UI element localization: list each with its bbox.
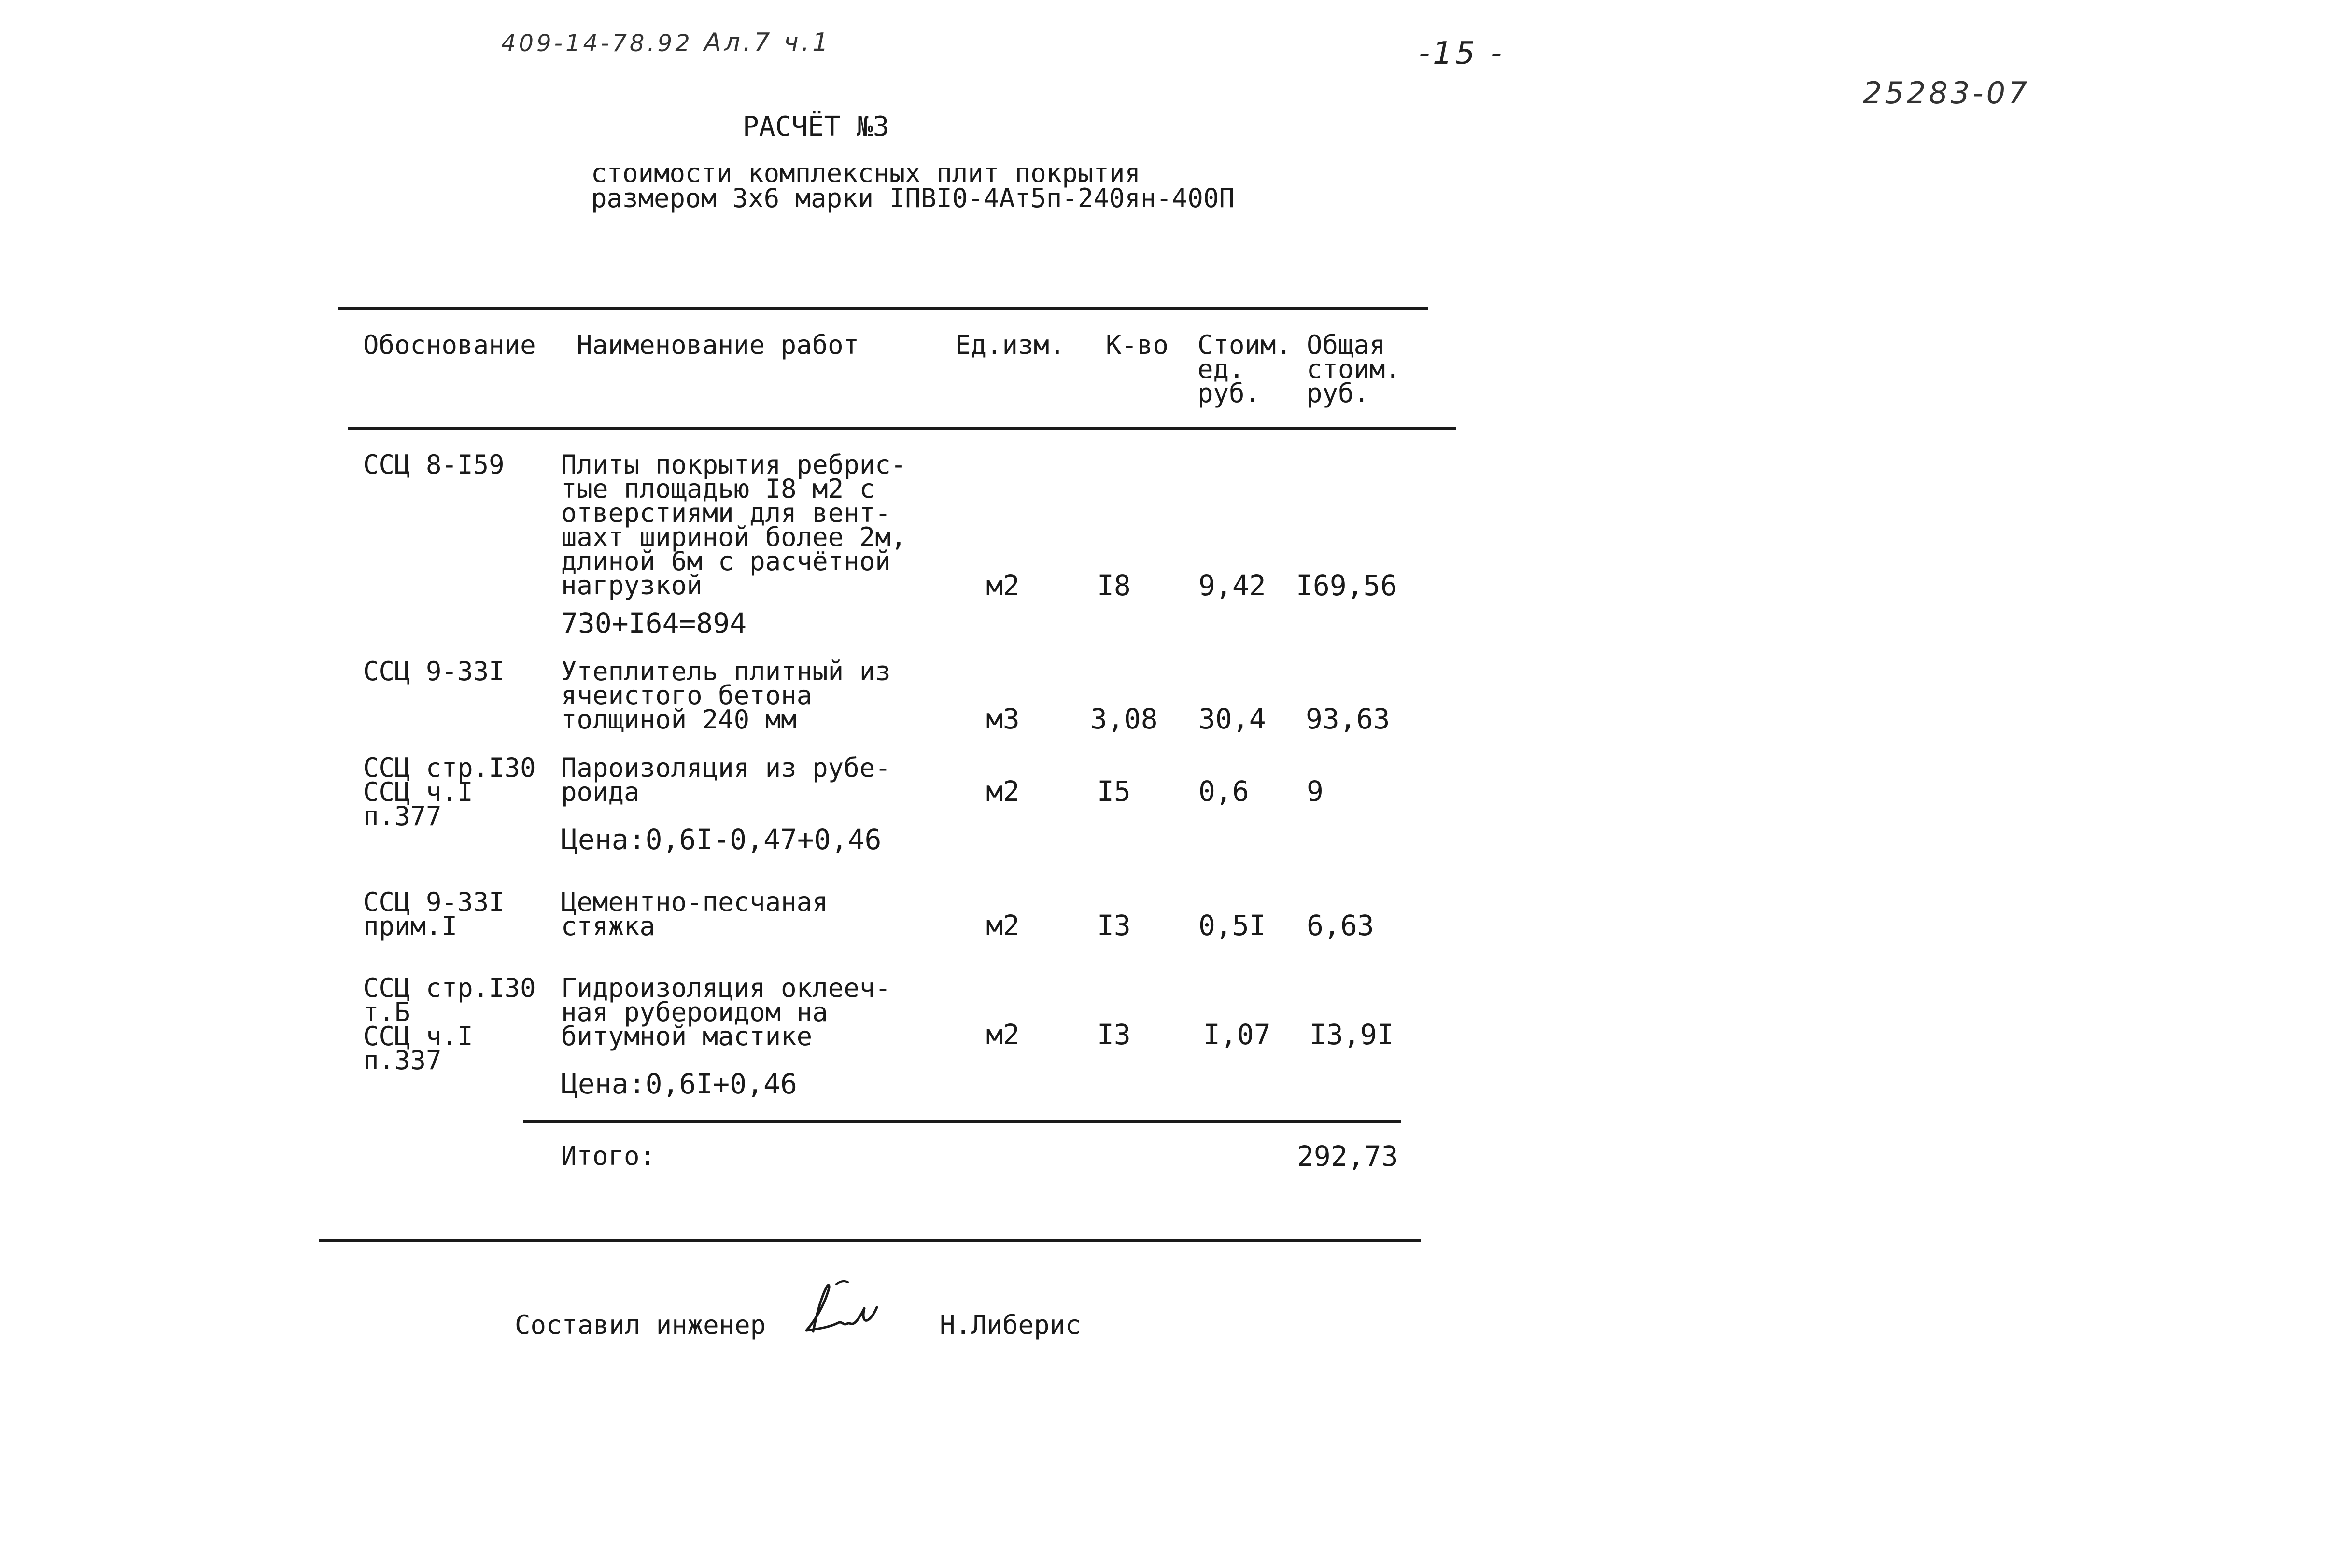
header-quantity: К-во <box>1106 330 1169 360</box>
signature <box>792 1278 888 1341</box>
document-heading: РАСЧЁТ №3 <box>743 111 889 142</box>
row-quantity: 3,08 <box>1090 702 1158 735</box>
engineer-name: Н.Либерис <box>940 1310 1081 1340</box>
header-bottom-rule <box>348 427 1456 430</box>
header-total-cost: Общая стоим. руб. <box>1307 330 1401 408</box>
row-basis: ССЦ стр.I30 т.Б ССЦ ч.I п.337 <box>363 973 536 1076</box>
row-total-cost: I3,9I <box>1310 1018 1394 1051</box>
row-quantity: I3 <box>1097 909 1131 942</box>
subtitle-line-2: размером 3х6 марки IПВI0-4Ат5п-240ян-400П <box>591 183 1235 213</box>
row-unit-cost: 0,5I <box>1198 909 1266 942</box>
row-unit-cost: 9,42 <box>1198 569 1266 602</box>
row-quantity: I5 <box>1097 775 1131 808</box>
row-total-cost: 9 <box>1307 775 1324 808</box>
subtotal-rule <box>523 1120 1401 1123</box>
row-unit: м2 <box>986 909 1020 942</box>
header-unit: Ед.изм. <box>955 330 1065 360</box>
row-work-name: Утеплитель плитный из ячеистого бетона толщиной 240 мм <box>561 656 891 735</box>
header-work-name: Наименование работ <box>577 330 859 360</box>
row-work-name: Гидроизоляция оклееч- ная рубероидом на битумной мастике <box>561 973 891 1051</box>
subtitle-line-1: стоимости комплексных плит покрытия <box>591 158 1141 188</box>
row-unit-cost: 0,6 <box>1198 775 1249 808</box>
table-bottom-rule <box>319 1239 1421 1242</box>
row-unit: м2 <box>986 775 1020 808</box>
header-basis: Обоснование <box>363 330 536 360</box>
page-number: -15 - <box>1419 36 1505 71</box>
row-total-cost: 93,63 <box>1306 702 1390 735</box>
row-unit: м2 <box>986 569 1020 602</box>
row-basis: ССЦ стр.I30 ССЦ ч.I п.377 <box>363 753 536 831</box>
archive-number: 25283-07 <box>1863 75 2030 111</box>
row-total-cost: I69,56 <box>1296 569 1397 602</box>
table-top-rule <box>338 307 1428 310</box>
album-reference: Ал.7 ч.1 <box>704 28 831 57</box>
row-quantity: I3 <box>1097 1018 1131 1051</box>
row-unit-cost: I,07 <box>1203 1018 1271 1051</box>
row-unit: м3 <box>986 702 1020 735</box>
compiled-by-label: Составил инженер <box>515 1310 766 1340</box>
row-basis: ССЦ 9-33I <box>363 656 505 686</box>
row-unit: м2 <box>986 1018 1020 1051</box>
row-basis: ССЦ 9-33I прим.I <box>363 887 505 941</box>
doc-code: 409-14-78.92 <box>501 30 693 57</box>
row-note: Цена:0,6I+0,46 <box>561 1067 797 1100</box>
row-note: Цена:0,6I-0,47+0,46 <box>561 823 882 856</box>
row-basis: ССЦ 8-I59 <box>363 449 505 480</box>
header-unit-cost: Стоим. ед. руб. <box>1197 330 1292 408</box>
row-unit-cost: 30,4 <box>1198 702 1266 735</box>
total-value: 292,73 <box>1297 1140 1398 1173</box>
row-work-name: Плиты покрытия ребрис- тые площадью I8 м2 с отверстиями для вент- шахт шириной более 2м, длиной 6м с расчётной нагрузкой <box>561 449 907 601</box>
row-note: 730+I64=894 <box>561 607 747 640</box>
row-quantity: I8 <box>1097 569 1131 602</box>
total-label: Итого: <box>561 1141 656 1171</box>
row-work-name: Цементно-песчаная стяжка <box>561 887 828 941</box>
row-total-cost: 6,63 <box>1307 909 1374 942</box>
row-work-name: Пароизоляция из рубе- роида <box>561 753 891 807</box>
